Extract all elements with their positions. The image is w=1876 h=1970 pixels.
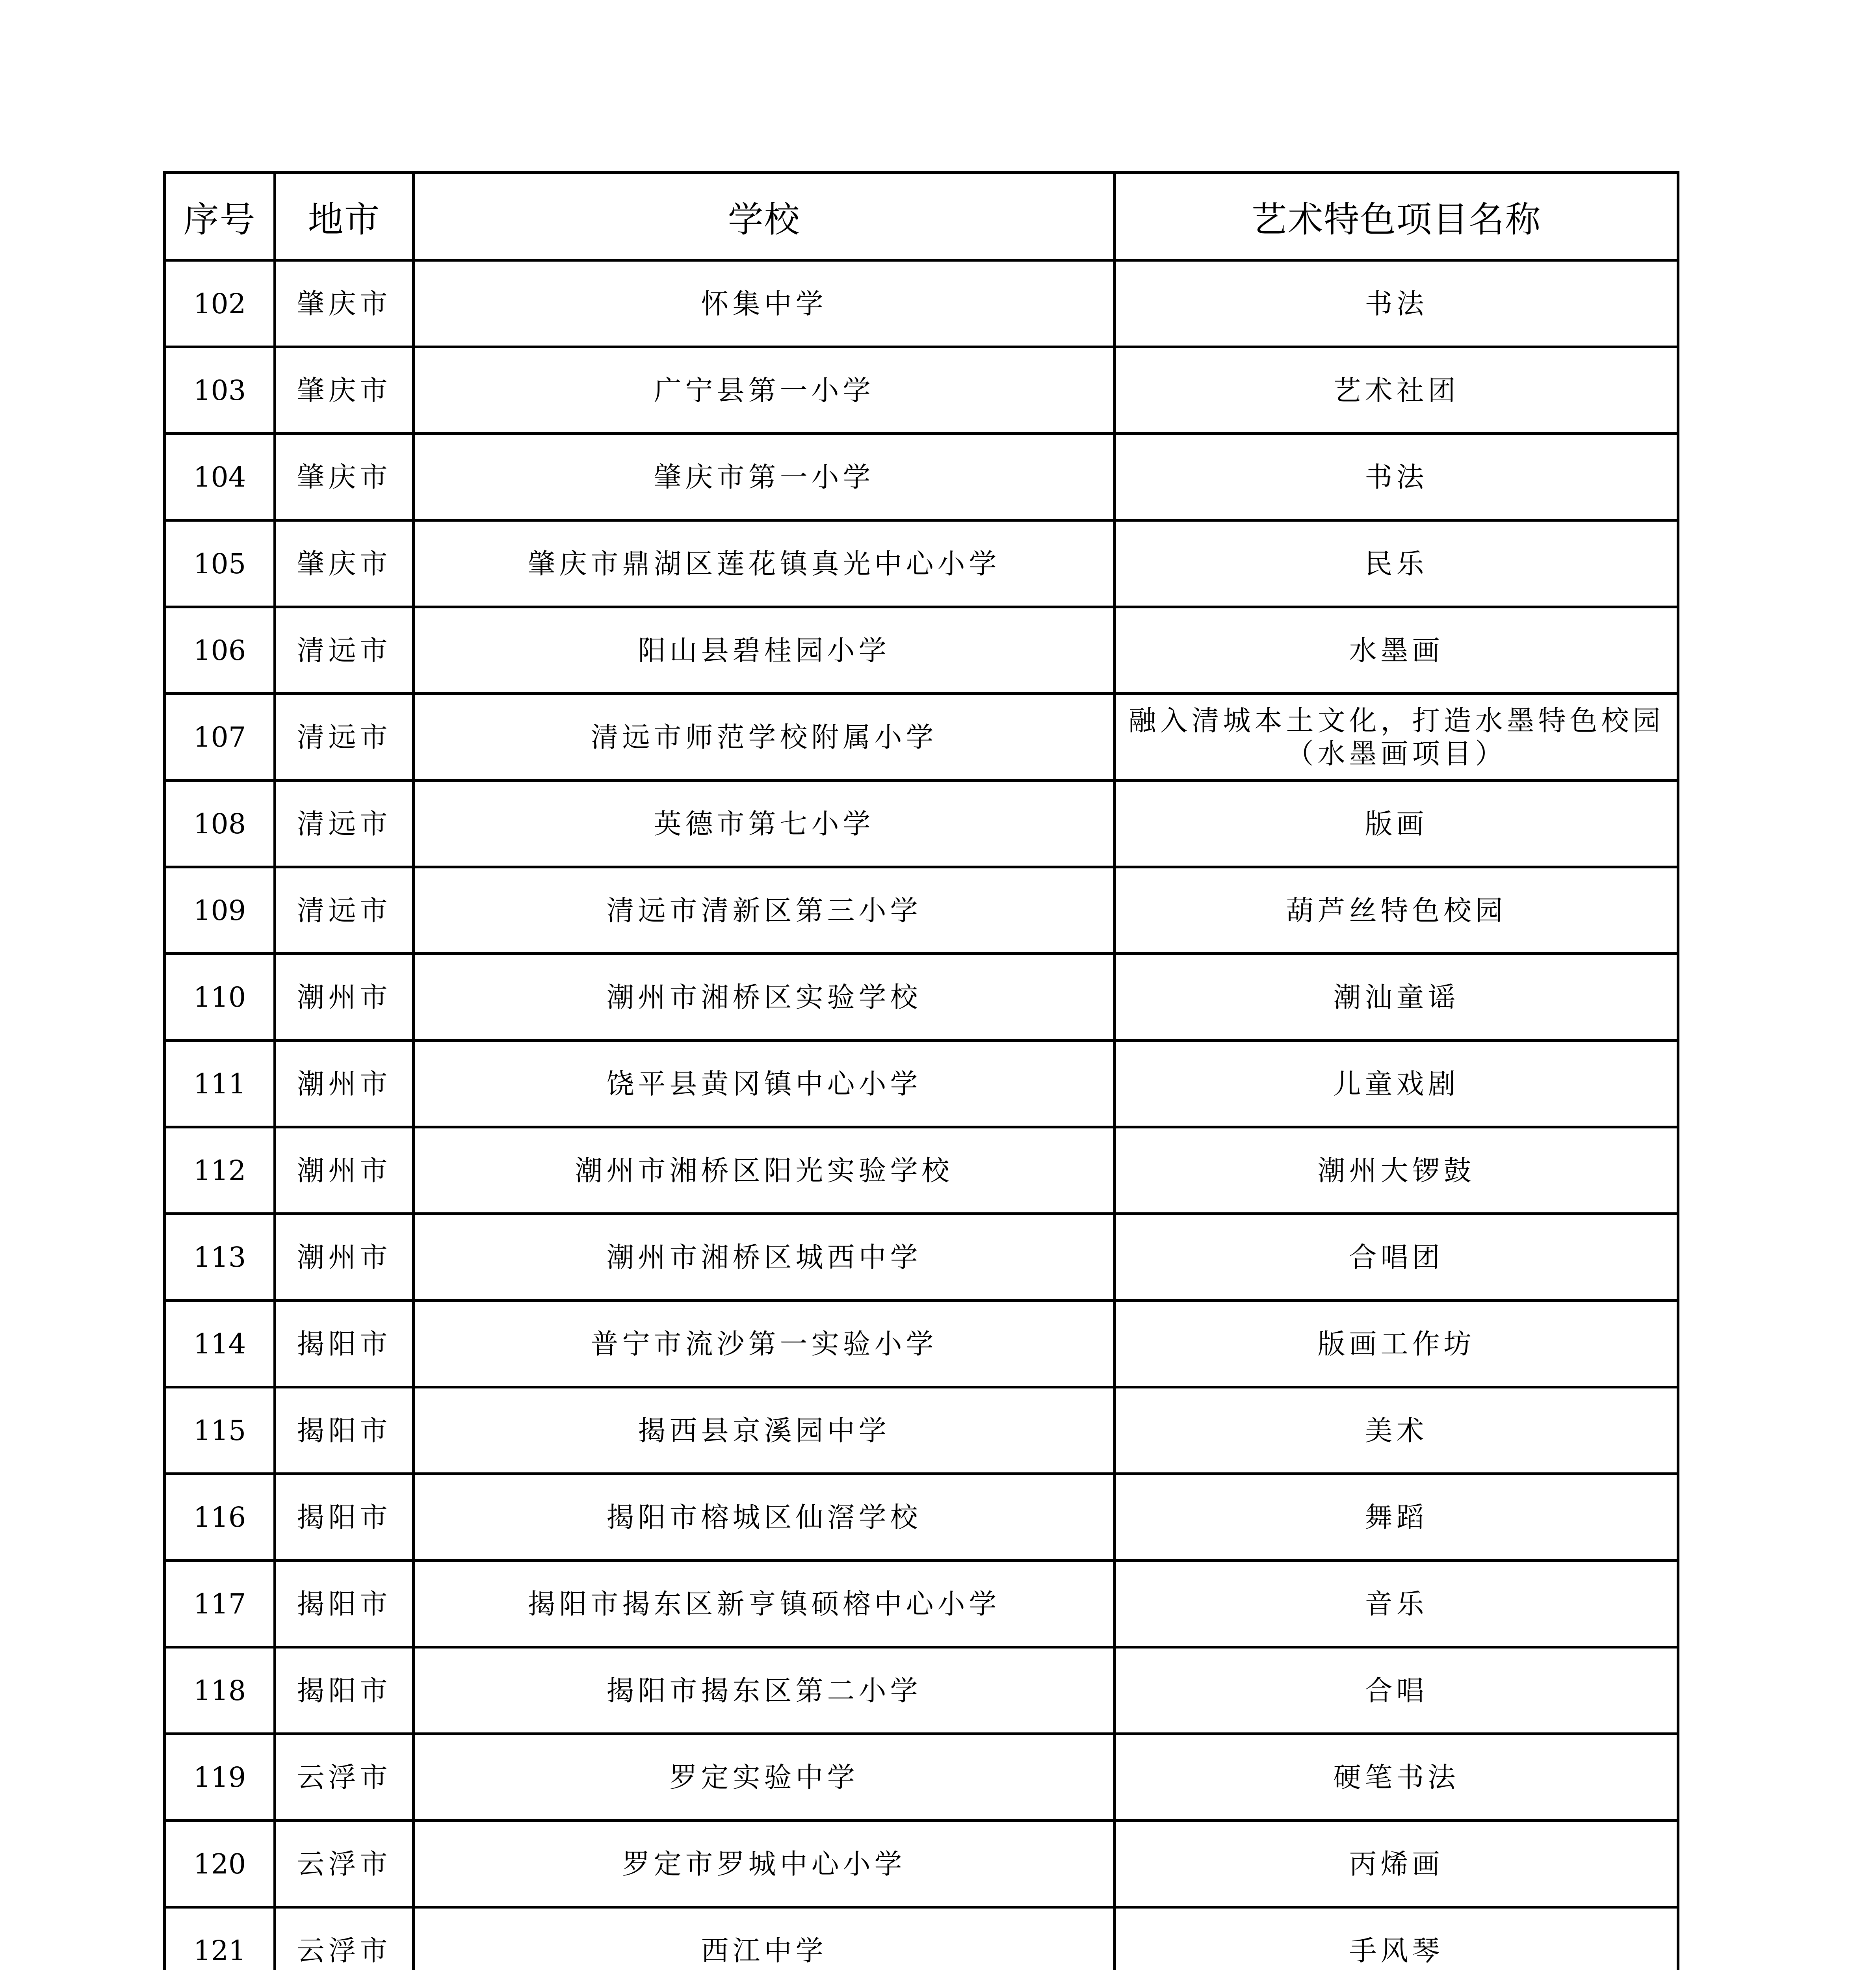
cell-school: 阳山县碧桂园小学 <box>414 607 1115 694</box>
cell-school: 广宁县第一小学 <box>414 347 1115 434</box>
table-row <box>165 1474 1678 1561</box>
cell-city: 潮州市 <box>275 1041 414 1127</box>
cell-num: 116 <box>165 1474 275 1561</box>
cell-project: 水墨画 <box>1115 607 1678 694</box>
cell-city: 清远市 <box>275 867 414 954</box>
cell-city: 肇庆市 <box>275 260 414 347</box>
cell-num: 114 <box>165 1301 275 1387</box>
cell-city: 肇庆市 <box>275 520 414 607</box>
header-num: 序号 <box>165 173 275 260</box>
cell-project: 融入清城本土文化，打造水墨特色校园（水墨画项目） <box>1115 694 1678 781</box>
cell-num: 110 <box>165 954 275 1041</box>
cell-city: 潮州市 <box>275 1127 414 1214</box>
cell-project: 版画 <box>1115 781 1678 867</box>
cell-school: 揭阳市揭东区新亨镇硕榕中心小学 <box>414 1561 1115 1647</box>
cell-num: 117 <box>165 1561 275 1647</box>
cell-school: 清远市清新区第三小学 <box>414 867 1115 954</box>
table-row <box>165 1561 1678 1647</box>
header-school: 学校 <box>414 173 1115 260</box>
cell-project: 民乐 <box>1115 520 1678 607</box>
cell-city: 肇庆市 <box>275 347 414 434</box>
table-row <box>165 1301 1678 1387</box>
cell-project: 手风琴 <box>1115 1907 1678 1970</box>
table-row <box>165 520 1678 607</box>
table-header-row <box>165 173 1678 260</box>
cell-num: 102 <box>165 260 275 347</box>
cell-school: 罗定实验中学 <box>414 1734 1115 1821</box>
cell-school: 肇庆市鼎湖区莲花镇真光中心小学 <box>414 520 1115 607</box>
cell-city: 揭阳市 <box>275 1301 414 1387</box>
cell-project: 书法 <box>1115 260 1678 347</box>
cell-school: 怀集中学 <box>414 260 1115 347</box>
cell-city: 揭阳市 <box>275 1474 414 1561</box>
cell-num: 120 <box>165 1821 275 1907</box>
cell-project: 潮汕童谣 <box>1115 954 1678 1041</box>
cell-school: 潮州市湘桥区城西中学 <box>414 1214 1115 1301</box>
cell-num: 113 <box>165 1214 275 1301</box>
cell-num: 115 <box>165 1387 275 1474</box>
cell-num: 111 <box>165 1041 275 1127</box>
cell-num: 112 <box>165 1127 275 1214</box>
cell-school: 清远市师范学校附属小学 <box>414 694 1115 781</box>
table-row <box>165 781 1678 867</box>
table-row <box>165 1907 1678 1970</box>
art-project-table <box>163 171 1679 1970</box>
table-row <box>165 1734 1678 1821</box>
cell-project: 儿童戏剧 <box>1115 1041 1678 1127</box>
cell-project: 音乐 <box>1115 1561 1678 1647</box>
cell-school: 饶平县黄冈镇中心小学 <box>414 1041 1115 1127</box>
cell-city: 揭阳市 <box>275 1387 414 1474</box>
cell-school: 普宁市流沙第一实验小学 <box>414 1301 1115 1387</box>
cell-project: 葫芦丝特色校园 <box>1115 867 1678 954</box>
cell-num: 118 <box>165 1647 275 1734</box>
cell-school: 潮州市湘桥区阳光实验学校 <box>414 1127 1115 1214</box>
cell-city: 云浮市 <box>275 1907 414 1970</box>
cell-school: 英德市第七小学 <box>414 781 1115 867</box>
table-body <box>165 260 1678 1970</box>
cell-project: 舞蹈 <box>1115 1474 1678 1561</box>
cell-num: 107 <box>165 694 275 781</box>
header-city: 地市 <box>275 173 414 260</box>
cell-num: 121 <box>165 1907 275 1970</box>
cell-school: 西江中学 <box>414 1907 1115 1970</box>
cell-school: 揭西县京溪园中学 <box>414 1387 1115 1474</box>
cell-city: 揭阳市 <box>275 1647 414 1734</box>
cell-project: 书法 <box>1115 434 1678 520</box>
table-row <box>165 1214 1678 1301</box>
cell-project: 美术 <box>1115 1387 1678 1474</box>
cell-num: 119 <box>165 1734 275 1821</box>
cell-project: 丙烯画 <box>1115 1821 1678 1907</box>
cell-school: 肇庆市第一小学 <box>414 434 1115 520</box>
table-row <box>165 1387 1678 1474</box>
table-row <box>165 1127 1678 1214</box>
table-row <box>165 1821 1678 1907</box>
table-row <box>165 347 1678 434</box>
cell-school: 潮州市湘桥区实验学校 <box>414 954 1115 1041</box>
cell-school: 揭阳市揭东区第二小学 <box>414 1647 1115 1734</box>
cell-city: 清远市 <box>275 694 414 781</box>
table-row <box>165 867 1678 954</box>
cell-project: 合唱团 <box>1115 1214 1678 1301</box>
cell-num: 108 <box>165 781 275 867</box>
cell-city: 云浮市 <box>275 1734 414 1821</box>
table-row <box>165 607 1678 694</box>
table-row <box>165 1041 1678 1127</box>
cell-city: 清远市 <box>275 781 414 867</box>
cell-city: 清远市 <box>275 607 414 694</box>
cell-num: 109 <box>165 867 275 954</box>
cell-city: 肇庆市 <box>275 434 414 520</box>
cell-project: 艺术社团 <box>1115 347 1678 434</box>
cell-project: 硬笔书法 <box>1115 1734 1678 1821</box>
cell-school: 揭阳市榕城区仙滘学校 <box>414 1474 1115 1561</box>
cell-project: 版画工作坊 <box>1115 1301 1678 1387</box>
table-row <box>165 1647 1678 1734</box>
cell-project: 潮州大锣鼓 <box>1115 1127 1678 1214</box>
cell-city: 潮州市 <box>275 954 414 1041</box>
cell-city: 揭阳市 <box>275 1561 414 1647</box>
table-row <box>165 260 1678 347</box>
cell-num: 105 <box>165 520 275 607</box>
cell-num: 106 <box>165 607 275 694</box>
header-project: 艺术特色项目名称 <box>1115 173 1678 260</box>
cell-city: 云浮市 <box>275 1821 414 1907</box>
cell-num: 103 <box>165 347 275 434</box>
cell-city: 潮州市 <box>275 1214 414 1301</box>
cell-school: 罗定市罗城中心小学 <box>414 1821 1115 1907</box>
table-row <box>165 434 1678 520</box>
table-row <box>165 694 1678 781</box>
table-row <box>165 954 1678 1041</box>
cell-project: 合唱 <box>1115 1647 1678 1734</box>
cell-num: 104 <box>165 434 275 520</box>
